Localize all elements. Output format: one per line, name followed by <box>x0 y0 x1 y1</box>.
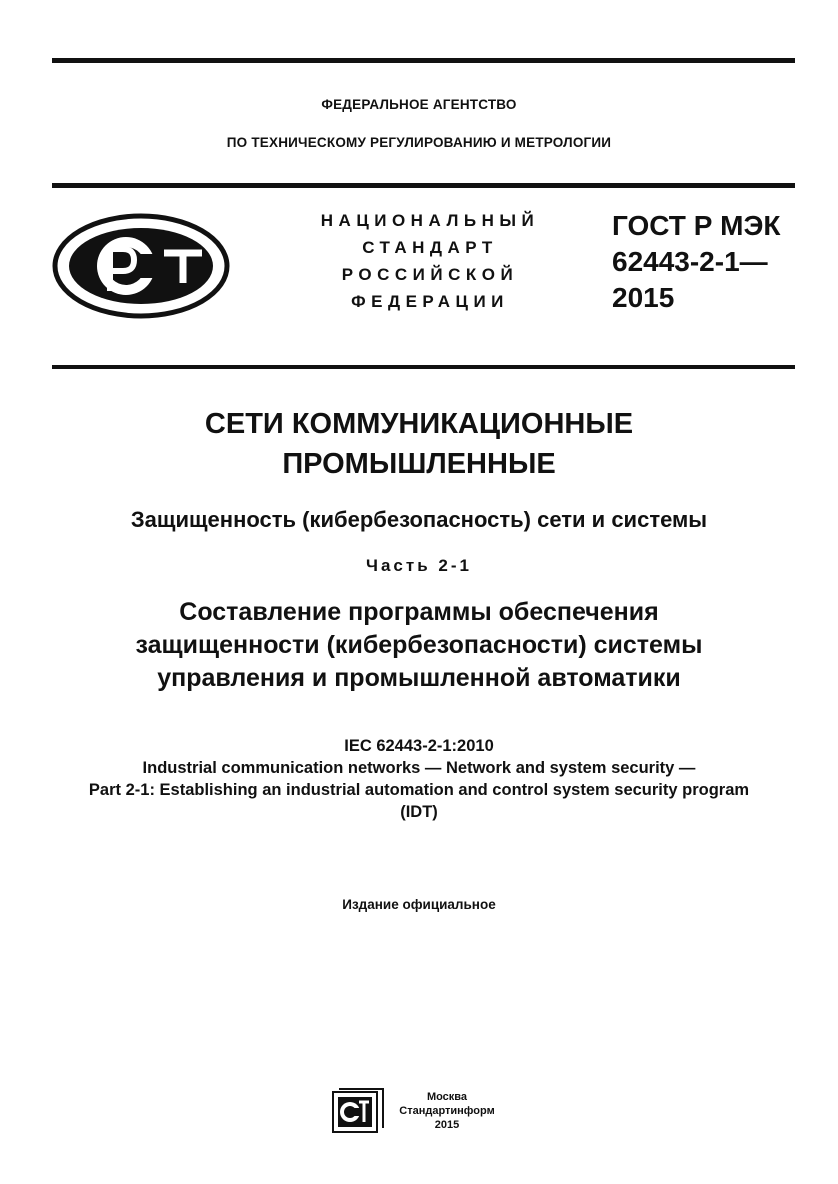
agency-line-2: ПО ТЕХНИЧЕСКОМУ РЕГУЛИРОВАНИЮ И МЕТРОЛОГИИ <box>226 135 612 150</box>
main-title-line-1: СЕТИ КОММУНИКАЦИОННЫЕ <box>204 408 634 440</box>
header-rule <box>52 183 795 188</box>
publisher-year: 2015 <box>434 1119 460 1131</box>
part-label: Часть 2-1 <box>366 556 472 575</box>
iec-line-2: Industrial communication networks — Network and system security — <box>142 759 696 777</box>
publisher-imprint <box>392 1090 502 1132</box>
national-standard-block <box>300 207 560 315</box>
national-line-4: ФЕДЕРАЦИИ <box>351 292 509 311</box>
iec-line-3: Part 2-1: Establishing an industrial automation and control system security program <box>88 781 750 799</box>
iec-line-4: (IDT) <box>400 803 438 821</box>
rst-logo-icon <box>52 213 230 319</box>
subject-line-3: управления и промышленной автоматики <box>157 664 681 692</box>
national-line-3: РОССИЙСКОЙ <box>341 265 519 284</box>
agency-line-1: ФЕДЕРАЛЬНОЕ АГЕНТСТВО <box>321 97 517 112</box>
subtitle: Защищенность (кибербезопасность) сети и системы <box>130 507 708 532</box>
designation-line-1: ГОСТ Р МЭК <box>612 210 781 241</box>
main-title <box>0 404 838 484</box>
title-block-rule <box>52 365 795 369</box>
publisher-city: Москва <box>426 1091 468 1103</box>
national-line-1: НАЦИОНАЛЬНЫЙ <box>320 211 540 230</box>
iec-line-1: IEC 62443-2-1:2010 <box>344 737 494 755</box>
main-title-line-2: ПРОМЫШЛЕННЫЕ <box>282 448 556 480</box>
designation-line-3: 2015 <box>612 282 675 313</box>
standartinform-logo-icon <box>332 1088 384 1134</box>
designation-line-2: 62443-2-1— <box>612 246 768 277</box>
publisher-name: Стандартинформ <box>399 1105 495 1117</box>
edition-label: Издание официальное <box>342 897 496 912</box>
subject-title <box>0 596 838 695</box>
top-rule <box>52 58 795 63</box>
subject-line-1: Составление программы обеспечения <box>179 598 659 626</box>
national-line-2: СТАНДАРТ <box>362 238 498 257</box>
subject-line-2: защищенности (кибербезопасности) системы <box>135 631 703 659</box>
standard-designation <box>612 208 780 316</box>
iec-reference <box>20 735 818 823</box>
